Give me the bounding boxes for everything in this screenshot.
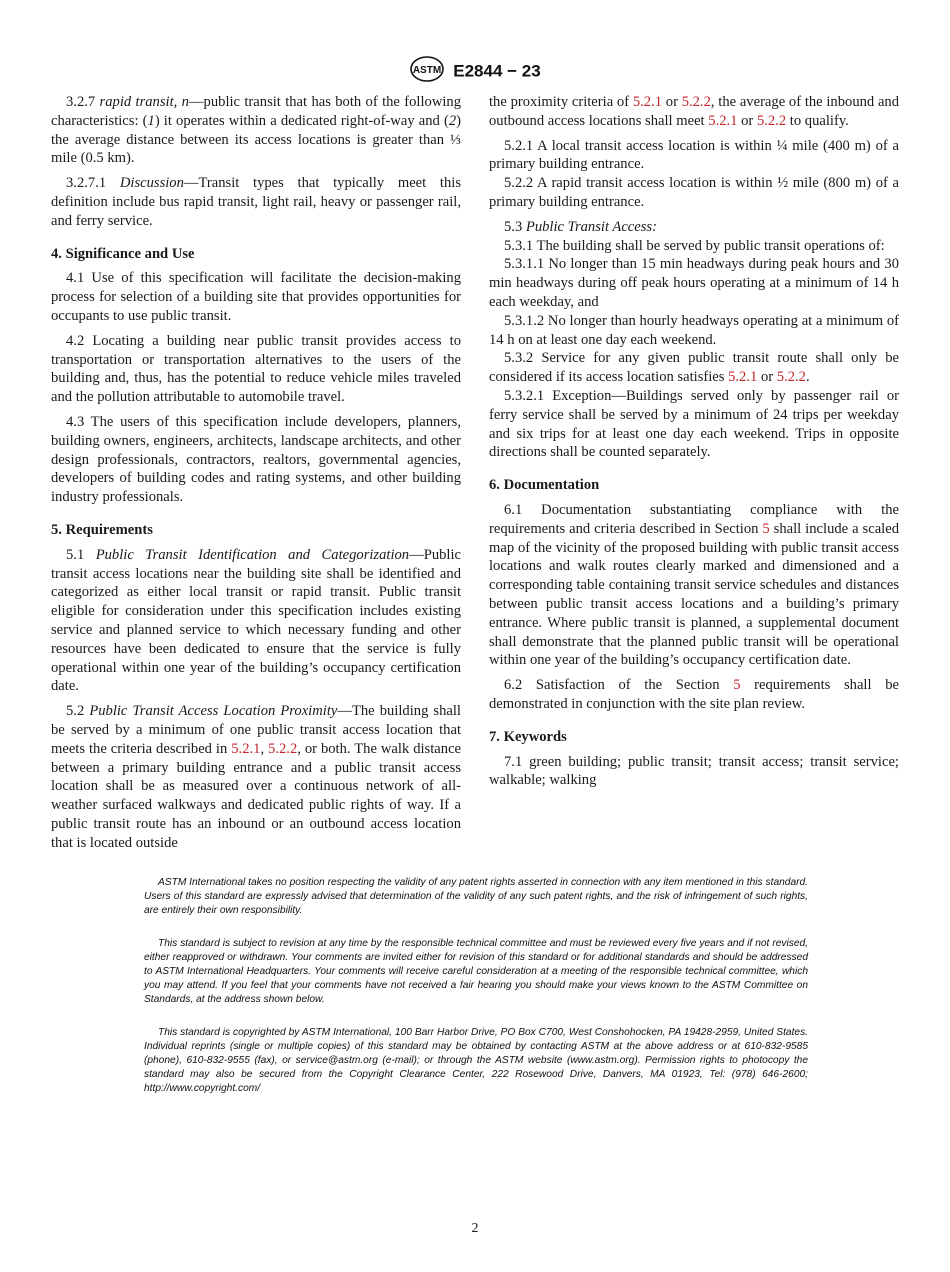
right-column [489, 93, 899, 796]
patent-notice: ASTM International takes no position respecting the validity of any patent rights asserted in connection with any item mentioned in this standard. Users of this standard are expressly advised that determination of the validity of any such patent rights, and the risk of infringement of such rights, are entirely their own responsibility. [144, 877, 808, 916]
section-heading-5: 5. Requirements [51, 521, 153, 538]
link-5-2-1[interactable]: 5.2.1 [231, 740, 261, 757]
legal-notices [144, 876, 808, 1115]
paragraph-5-3-1-1: 5.3.1.1 No longer than 15 min headways during peak hours and 30 min headways during off peak hours operating at a minimum of 14 h each weekday, and [489, 256, 899, 310]
astm-logo-icon [409, 56, 445, 87]
copyright-notice: This standard is copyrighted by ASTM International, 100 Barr Harbor Drive, PO Box C700, West Conshohocken, PA 19428-2959, United States. Individual reprints (single or multiple copies) of this standard may be obtained by contacting ASTM at the above address or at 610-832-9585 (phone), 610-832-9555 (fax), or service@astm.org (e-mail); or through the ASTM website (www.astm.org). Permission rights to photocopy the standard may also be secured from the Copyright Clearance Center, 222 Rosewood Drive, Danvers, MA 01923, Tel: (978) 646-2600; http://www.copyright.com/ [144, 1027, 808, 1094]
link-section-5[interactable]: 5 [733, 677, 741, 694]
link-5-2-1[interactable]: 5.2.1 [632, 94, 663, 110]
link-5-2-2[interactable]: 5.2.2 [776, 369, 806, 386]
section-heading-7: 7. Keywords [489, 728, 567, 745]
designation: E2844 − 23 [453, 61, 541, 81]
paragraph-4-2: 4.2 Locating a building near public transit provides access to transportation or transportation alternatives to the users of the building and, thus, has the potential to reduce vehicle miles traveled and the pollution attributable to automobile travel. [51, 332, 461, 406]
paragraph-4-1: 4.1 Use of this specification will facilitate the decision-making process for selection of a building site that provides opportunities for occupants to use public transit. [51, 270, 461, 324]
link-5-2-1[interactable]: 5.2.1 [728, 369, 758, 386]
paragraph-5-2-continued: the proximity criteria of 5.2.1 or 5.2.2, the average of the inbound and outbound access locations shall meet 5.2.1 or 5.2.2 to qualify. [489, 94, 900, 129]
link-section-5[interactable]: 5 [762, 520, 770, 537]
section-heading-4: 4. Significance and Use [51, 245, 195, 262]
link-5-2-2[interactable]: 5.2.2 [681, 94, 711, 110]
paragraph-5-1: 5.1 Public Transit Identification and Categorization—Public transit access locations near the building site shall be identified and categorized as either local transit or rapid transit. Public transit eligible for consideration under this specification includes existing service and planned service to which necessary funding and other resources have been dedicated to ensure that the service is fully operational within one year of the building’s occupancy certification date. [51, 546, 461, 695]
paragraph-5-3-2-1: 5.3.2.1 Exception—Buildings served only by passenger rail or ferry service shall be served by a minimum of 24 trips per weekday and six trips for at least one day each weekend. Trips in opposite directions shall be counted separately. [489, 387, 899, 461]
paragraph-5-2-2: 5.2.2 A rapid transit access location is within ½ mile (800 m) of a primary building entrance. [489, 175, 899, 210]
link-5-2-2[interactable]: 5.2.2 [268, 740, 298, 757]
paragraph-5-3: 5.3 Public Transit Access: [504, 218, 657, 235]
svg-text:ASTM: ASTM [413, 65, 442, 76]
paragraph-3-2-7: 3.2.7 rapid transit, n—public transit that has both of the following characteristics: (1) it operates within a dedicated right-of-way and (2) the average distance between its access locations is greater than ⅓ mile (0.5 km). [51, 94, 462, 167]
page-header [0, 56, 950, 87]
paragraph-5-2-1: 5.2.1 A local transit access location is within ¼ mile (400 m) of a primary building entrance. [489, 137, 899, 173]
paragraph-5-3-1-2: 5.3.1.2 No longer than hourly headways operating at a minimum of 14 h on at least one day each weekend. [489, 312, 899, 348]
paragraph-3-2-7-1: 3.2.7.1 Discussion—Transit types that typically meet this definition include bus rapid transit, light rail, heavy or passenger rail, and ferry service. [51, 175, 461, 229]
paragraph-7-1: 7.1 green building; public transit; transit access; transit service; walkable; walking [489, 753, 899, 789]
paragraph-4-3: 4.3 The users of this specification include developers, planners, building owners, engineers, architects, landscape architects, and other design professionals, contractors, realtors, governmental agencies, developers of building codes and rating systems, and other building industry professionals. [51, 413, 461, 506]
left-column [51, 93, 461, 858]
paragraph-5-3-1: 5.3.1 The building shall be served by public transit operations of: [504, 237, 885, 254]
section-heading-6: 6. Documentation [489, 477, 600, 494]
paragraph-6-1: 6.1 Documentation substantiating compliance with the requirements and criteria described in Section 5 shall include a scaled map of the vicinity of the proposed building with public transit access locations and walk routes clearly marked and dimensioned and a corresponding table containing transit service schedules and distances between public transit access locations and a building’s primary entrance. Where public transit is planned, a supplemental document shall demonstrate that the planned public transit will be operational within one year of the building’s occupancy certification date. [489, 501, 899, 669]
paragraph-5-3-2: 5.3.2 Service for any given public transit route shall only be considered if its access location satisfies 5.2.1 or 5.2.2. [489, 350, 899, 386]
paragraph-6-2: 6.2 Satisfaction of the Section 5 requirements shall be demonstrated in conjunction with the site plan review. [489, 677, 899, 712]
revision-notice: This standard is subject to revision at any time by the responsible technical committee and must be reviewed every five years and if not revised, either reapproved or withdrawn. Your comments are invited either for revision of this standard or for additional standards and should be addressed to ASTM International Headquarters. Your comments will receive careful consideration at a meeting of the responsible technical committee, which you may attend. If you feel that your comments have not received a fair hearing you should make your views known to the ASTM Committee on Standards, at the address shown below. [144, 938, 808, 1005]
link-5-2-1[interactable]: 5.2.1 [708, 112, 738, 129]
paragraph-5-2: 5.2 Public Transit Access Location Proximity—The building shall be served by a minimum of one public transit access location that meets the criteria described in 5.2.1, 5.2.2, or both. The walk distance between a primary building entrance and a public transit access location shall be as measured over a continuous network of all-weather surfaced walkways and dedicated public rights of way. If a public transit route has an inbound or an outbound access location that is located outside [51, 703, 462, 851]
page-number: 2 [471, 1221, 479, 1236]
link-5-2-2[interactable]: 5.2.2 [756, 112, 787, 129]
